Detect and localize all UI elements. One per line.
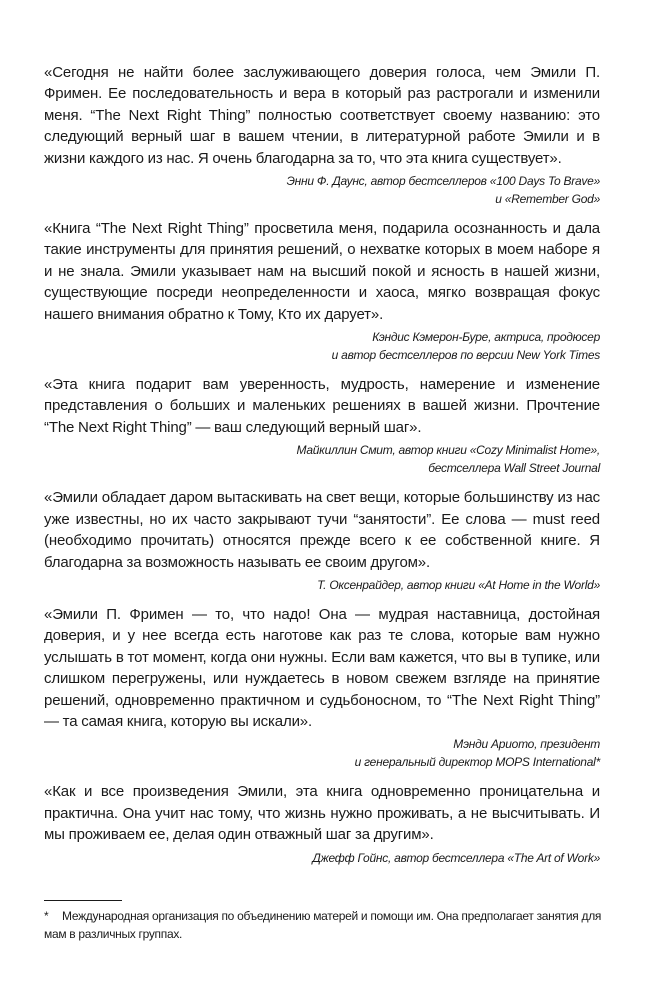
attribution-line: и автор бестселлеров по версии New York Times xyxy=(331,348,600,363)
testimonial-attribution xyxy=(44,576,600,594)
testimonial-attribution xyxy=(44,172,600,208)
footnote xyxy=(44,908,604,943)
testimonial xyxy=(44,62,600,208)
attribution-line: Мэнди Ариото, президент xyxy=(453,737,600,752)
attribution-line: и генеральный директор MOPS International* xyxy=(354,755,600,770)
testimonial-quote: «Эмили П. Фримен — то, что надо! Она — мудрая наставница, достойная доверия, и у нее всегда есть наготове как раз те слова, которые вам нужно услышать в тот момент, когда они нужны. Если вам кажется, что вы в тупике, или слишком перегружены, или нуждаетесь в новом свежем взгляде на принятие решений, одновременно практичном и судьбоносном, то “The Next Right Thing” — та самая книга, которую вы искали». xyxy=(44,605,600,730)
testimonial-quote: «Эмили обладает даром вытаскивать на свет вещи, которые большинству из нас уже известны, но их часто закрывают тучи “занятости”. Ее слова — must reed (необходимо прочитать) относятся прежде всего к ее собственной книге. Я благодарна за возможность называть ее своим другом». xyxy=(44,489,600,571)
testimonial-attribution xyxy=(44,849,600,867)
testimonial-attribution xyxy=(44,328,600,364)
attribution-line: Джефф Гойнс, автор бестселлера «The Art of Work» xyxy=(312,850,600,865)
testimonial xyxy=(44,781,600,866)
testimonial xyxy=(44,374,600,477)
testimonial-attribution xyxy=(44,441,600,477)
attribution-line: бестселлера Wall Street Journal xyxy=(428,461,600,476)
attribution-line: Кэндис Кэмерон-Буре, актриса, продюсер xyxy=(372,330,600,345)
attribution-line: и «Remember God» xyxy=(495,192,600,207)
attribution-line: Энни Ф. Даунс, автор бестселлеров «100 Days To Brave» xyxy=(286,174,600,189)
testimonials-list xyxy=(44,62,600,877)
testimonial-quote: «Эта книга подарит вам уверенность, мудрость, намерение и изменение представления о больших и маленьких решениях в вашей жизни. Прочтение “The Next Right Thing” — ваш следующий верный шаг». xyxy=(44,376,600,436)
testimonial-attribution xyxy=(44,735,600,771)
attribution-line: Майкиллин Смит, автор книги «Cozy Minimalist Home», xyxy=(296,443,600,458)
footnote-mark: * xyxy=(44,909,49,923)
testimonial-quote: «Сегодня не найти более заслуживающего доверия голоса, чем Эмили П. Фримен. Ее последовательность и вера в который раз растрогали и изменили меня. “The Next Right Thing” полностью соответствует своему названию: это следующий верный шаг в вашем чтении, в литературной работе Эмили и в жизни каждого из нас. Я очень благодарна за то, что эта книга существует». xyxy=(44,64,600,167)
testimonial xyxy=(44,487,600,594)
testimonial-quote: «Как и все произведения Эмили, эта книга одновременно проницательна и практична. Она учит нас тому, что жизнь нужно проживать, а не высчитывать. И мы проживаем ее, делая один отважный шаг за другим». xyxy=(44,783,600,844)
attribution-line: Т. Оксенрайдер, автор книги «At Home in the World» xyxy=(317,577,600,592)
footnote-divider xyxy=(44,900,122,901)
testimonial xyxy=(44,604,600,771)
testimonial-quote: «Книга “The Next Right Thing” просветила меня, подарила осознанность и дала такие инструменты для принятия решений, о нехватке которых в моем наборе я и не знала. Эмили указывает нам на высший покой и ясность в нашей жизни, существующие посреди неопределенности и хаоса, мягко возвращая фокус нашего внимания обратно к Тому, Кто их дарует». xyxy=(44,220,600,323)
testimonial xyxy=(44,218,600,364)
footnote-text: Международная организация по объединению матерей и помощи им. Она предполагает занятия для мам в различных группах. xyxy=(44,909,602,941)
